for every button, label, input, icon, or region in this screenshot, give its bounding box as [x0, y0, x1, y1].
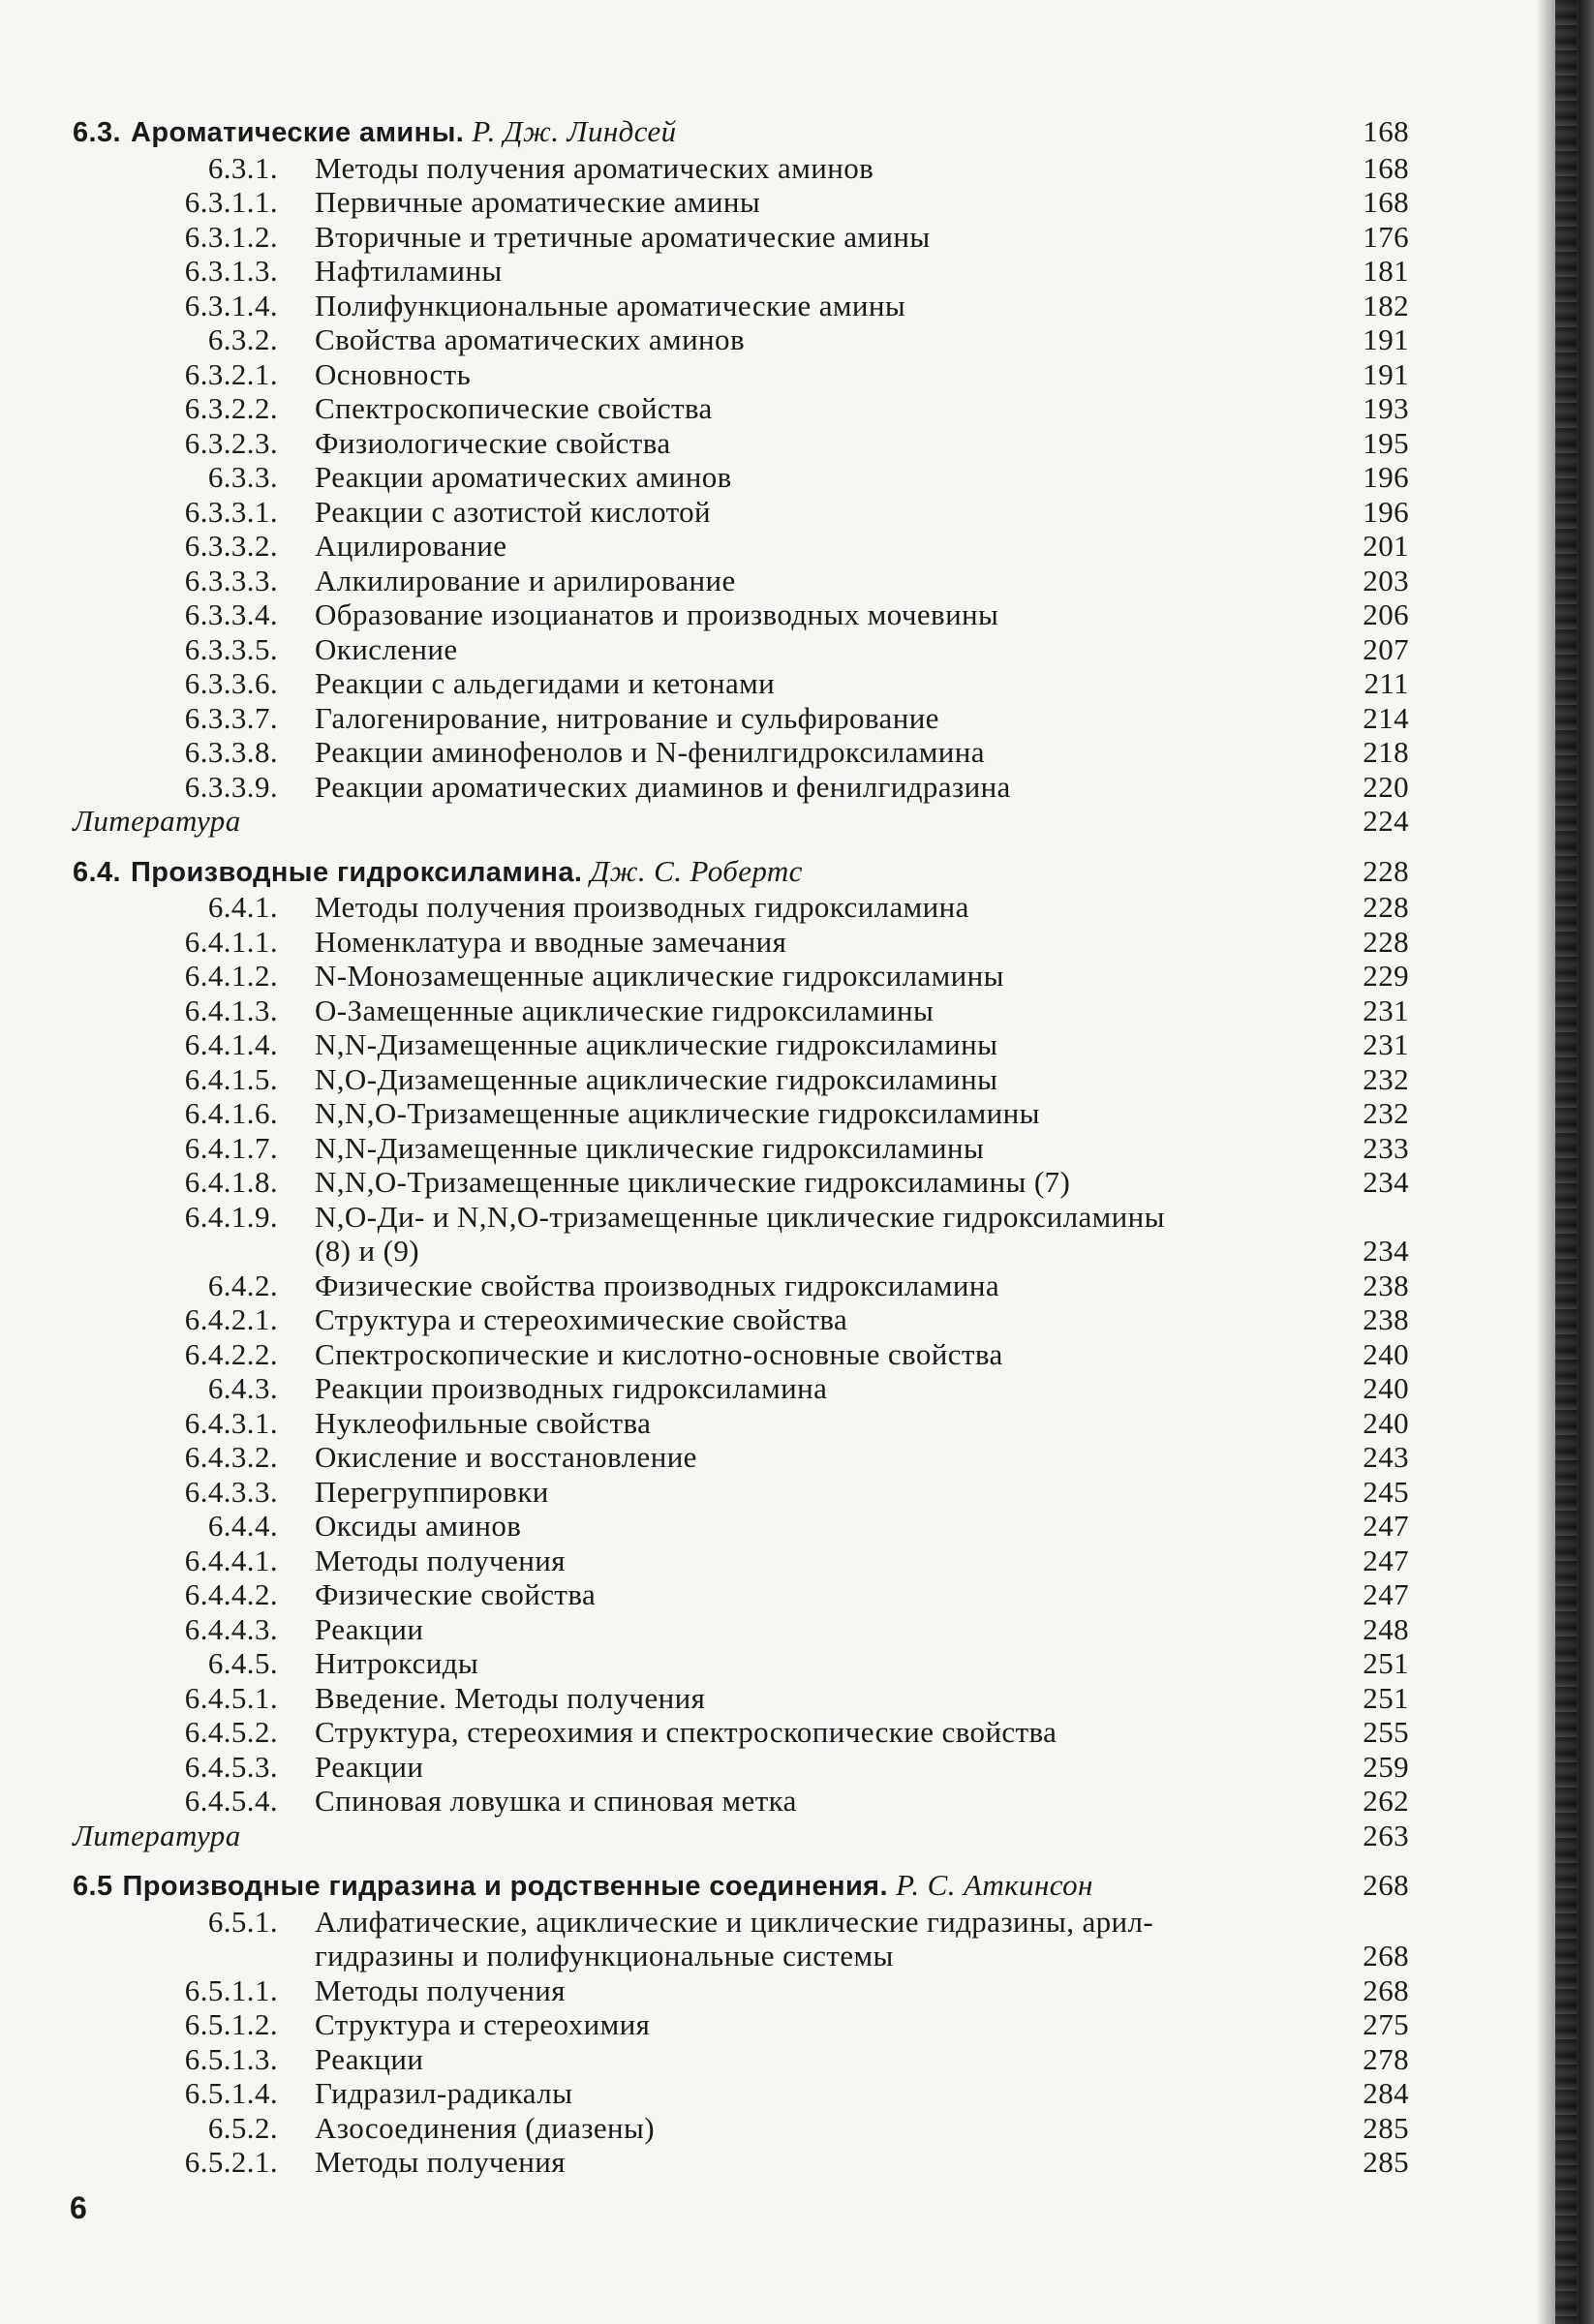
entry-number: 6.5.2.1. — [184, 2145, 278, 2179]
entry-number: 6.4.2. — [207, 1268, 278, 1302]
page-ref: 233 — [1363, 1130, 1409, 1165]
section-title — [113, 1868, 1317, 1905]
page-ref: 228 — [1363, 853, 1409, 888]
page-ref: 232 — [1363, 1061, 1409, 1096]
entry-number: 6.4.2.2. — [184, 1336, 278, 1371]
toc-entry — [73, 1269, 1409, 1303]
entry-title: Реакции — [315, 1749, 424, 1784]
entry-number: 6.4.2.1. — [184, 1302, 278, 1336]
page-ref: 234 — [1363, 1165, 1409, 1199]
entry-number: 6.4.1.9. — [184, 1199, 278, 1234]
entry-number: 6.3.3.8. — [184, 735, 278, 769]
entry-title: Ацилирование — [315, 529, 507, 563]
toc-entry — [73, 2145, 1409, 2180]
page-ref: 247 — [1363, 1543, 1409, 1577]
page-ref: 263 — [1363, 1818, 1409, 1852]
page-ref: 231 — [1363, 993, 1409, 1027]
entry-title: Перегруппировки — [315, 1474, 549, 1509]
entry-title: (8) и (9) — [315, 1234, 419, 1268]
toc-entry — [73, 1337, 1409, 1372]
section-number: 6.4. — [73, 856, 121, 888]
entry-title: О-Замещенные ациклические гидроксиламины — [315, 993, 935, 1027]
entry-title: Реакции с альдегидами и кетонами — [315, 666, 776, 700]
toc-entry — [73, 890, 1409, 925]
entry-title: N,O-Дизамещенные ациклические гидроксиламины — [315, 1061, 998, 1096]
section-title — [121, 854, 1317, 891]
entry-title: Свойства ароматических аминов — [315, 322, 745, 356]
page-ref: 245 — [1363, 1474, 1409, 1509]
entry-number: 6.5.1.4. — [184, 2076, 278, 2110]
entry-number: 6.4.3.3. — [184, 1474, 278, 1509]
page-ref: 182 — [1363, 288, 1409, 322]
toc-entry — [73, 1165, 1409, 1200]
page-ref: 259 — [1363, 1749, 1409, 1784]
page-ref: 224 — [1363, 804, 1409, 838]
entry-title: Алифатические, ациклические и циклические гидразины, арил- — [315, 1904, 1154, 1939]
page-ref: 201 — [1363, 529, 1409, 563]
page-ref: 262 — [1363, 1784, 1409, 1818]
entry-title: Структура и стереохимия — [315, 2007, 651, 2041]
entry-number: 6.4.4.2. — [184, 1577, 278, 1611]
page-ref: 240 — [1363, 1405, 1409, 1440]
literature-entry — [73, 804, 1409, 839]
entry-title: Реакции ароматических диаминов и фенилгидразина — [315, 769, 1011, 804]
toc-entry — [73, 1371, 1409, 1406]
entry-number: 6.4.1.3. — [184, 993, 278, 1027]
page-ref: 268 — [1363, 1972, 1409, 2007]
toc-entry — [73, 2076, 1409, 2111]
toc-entry — [73, 994, 1409, 1028]
toc-entry — [73, 925, 1409, 960]
scan-edge-strip — [1555, 0, 1577, 2324]
section-name: Производные гидроксиламина. — [130, 856, 583, 888]
toc-entry — [73, 254, 1409, 289]
toc-entry — [73, 959, 1409, 994]
page-ref: 278 — [1363, 2041, 1409, 2076]
entry-number: 6.3.3.4. — [184, 597, 278, 631]
entry-number: 6.5.1.3. — [184, 2041, 278, 2076]
page-ref: 251 — [1363, 1646, 1409, 1680]
entry-number: 6.3.2. — [207, 322, 278, 356]
page-ref: 255 — [1363, 1715, 1409, 1749]
entry-number: 6.3.1. — [207, 150, 278, 185]
toc-entry — [73, 289, 1409, 323]
entry-title: Структура и стереохимические свойства — [315, 1302, 848, 1336]
entry-title: Азосоединения (диазены) — [315, 2110, 656, 2145]
entry-number: 6.4.4.1. — [184, 1543, 278, 1577]
entry-title: Основность — [315, 356, 472, 391]
entry-title: Реакции аминофенолов и N-фенилгидроксиламина — [315, 735, 985, 769]
entry-number: 6.4.3.1. — [184, 1405, 278, 1440]
page-ref: 251 — [1363, 1680, 1409, 1715]
section-heading — [73, 114, 1409, 151]
section-heading — [73, 854, 1409, 891]
entry-number: 6.4.5. — [207, 1646, 278, 1680]
toc-entry — [73, 1715, 1409, 1750]
page-ref: 191 — [1363, 322, 1409, 356]
entry-title: Полифункциональные ароматические амины — [315, 288, 906, 322]
page-ref: 240 — [1363, 1336, 1409, 1371]
section-title — [121, 114, 1317, 151]
toc-entry — [73, 1577, 1409, 1612]
toc-entry — [73, 1973, 1409, 2008]
section-author: Р. С. Аткинсон — [896, 1868, 1093, 1902]
entry-title: N,O-Ди- и N,N,O-тризамещенные циклические гидроксиламины — [315, 1199, 1165, 1234]
entry-number: 6.4.1.1. — [184, 924, 278, 959]
toc-entry — [73, 666, 1409, 701]
entry-title: Спектроскопические и кислотно-основные свойства — [315, 1336, 1003, 1371]
page-ref: 248 — [1363, 1611, 1409, 1646]
entry-title: Спектроскопические свойства — [315, 391, 713, 425]
entry-title: Номенклатура и вводные замечания — [315, 924, 787, 959]
entry-number: 6.3.3.6. — [184, 666, 278, 700]
entry-title: Физические свойства производных гидроксиламина — [315, 1268, 1000, 1302]
toc-entry — [73, 1646, 1409, 1681]
entry-number: 6.3.1.2. — [184, 219, 278, 254]
entry-title: Реакции ароматических аминов — [315, 460, 732, 494]
page-ref: 218 — [1363, 735, 1409, 769]
page-ref: 234 — [1363, 1234, 1409, 1268]
entry-title: Вторичные и третичные ароматические амины — [315, 219, 931, 254]
toc-entry — [73, 701, 1409, 736]
entry-title: Нитроксиды — [315, 1646, 479, 1680]
toc-entry — [73, 220, 1409, 255]
entry-title: Реакции с азотистой кислотой — [315, 494, 712, 529]
toc-entry-continuation — [73, 1234, 1409, 1269]
page-ref: 238 — [1363, 1302, 1409, 1336]
section-author: Р. Дж. Линдсей — [472, 114, 677, 148]
toc-entry — [73, 529, 1409, 564]
toc-entry — [73, 1440, 1409, 1475]
entry-title: Физиологические свойства — [315, 425, 671, 460]
page-ref: 247 — [1363, 1509, 1409, 1543]
toc-entry — [73, 391, 1409, 426]
entry-title: Спиновая ловушка и спиновая метка — [315, 1784, 797, 1818]
entry-title: Методы получения ароматических аминов — [315, 150, 874, 185]
page-ref: 181 — [1363, 254, 1409, 288]
page-ref: 193 — [1363, 391, 1409, 425]
page-ref: 285 — [1363, 2110, 1409, 2145]
page-ref: 240 — [1363, 1371, 1409, 1405]
entry-number: 6.4.3. — [207, 1371, 278, 1405]
entry-number: 6.4.1.6. — [184, 1096, 278, 1130]
entry-title: Галогенирование, нитрование и сульфирование — [315, 700, 939, 735]
toc-entry — [73, 1096, 1409, 1131]
toc-entry — [73, 1612, 1409, 1647]
toc-entry — [73, 770, 1409, 805]
toc-entry — [73, 185, 1409, 220]
page-ref: 168 — [1363, 185, 1409, 219]
page-ref: 232 — [1363, 1096, 1409, 1130]
page-ref: 168 — [1363, 114, 1409, 148]
entry-number: 6.3.1.4. — [184, 288, 278, 322]
entry-number: 6.3.2.2. — [184, 391, 278, 425]
page-ref: 196 — [1363, 494, 1409, 529]
entry-number: 6.4.1. — [207, 890, 278, 924]
entry-number: 6.3.2.1. — [184, 356, 278, 391]
page-ref: 195 — [1363, 425, 1409, 460]
page-ref: 203 — [1363, 563, 1409, 597]
literature-label: Литература — [73, 804, 241, 838]
entry-title: Физические свойства — [315, 1577, 597, 1611]
page-ref: 214 — [1363, 700, 1409, 735]
section-name: Ароматические амины. — [130, 117, 465, 148]
page-ref: 285 — [1363, 2145, 1409, 2179]
entry-number: 6.3.2.3. — [184, 425, 278, 460]
entry-title: N,N-Дизамещенные циклические гидроксиламины — [315, 1130, 985, 1165]
literature-entry — [73, 1819, 1409, 1853]
entry-title: Реакции — [315, 2041, 424, 2076]
page-ref: 268 — [1363, 1868, 1409, 1902]
page-ref: 268 — [1363, 1939, 1409, 1972]
entry-title: Реакции производных гидроксиламина — [315, 1371, 828, 1405]
entry-title: гидразины и полифункциональные системы — [315, 1939, 894, 1972]
entry-title: Структура, стереохимия и спектроскопические свойства — [315, 1715, 1058, 1749]
page-ref: 196 — [1363, 460, 1409, 494]
entry-title: Методы получения — [315, 1543, 566, 1577]
toc-entry — [73, 1131, 1409, 1166]
entry-title: Нафтиламины — [315, 254, 503, 288]
toc-entry — [73, 322, 1409, 357]
page-ref: 231 — [1363, 1027, 1409, 1061]
entry-number: 6.4.4.3. — [184, 1611, 278, 1646]
entry-number: 6.4.1.4. — [184, 1027, 278, 1061]
entry-number: 6.4.5.4. — [184, 1784, 278, 1818]
entry-title: N,N,O-Тризамещенные циклические гидроксиламины (7) — [315, 1165, 1071, 1199]
entry-title: Гидразил-радикалы — [315, 2076, 573, 2110]
toc-entry — [73, 1544, 1409, 1578]
toc-entry — [73, 460, 1409, 495]
table-of-contents — [73, 114, 1409, 2180]
toc-entry — [73, 495, 1409, 530]
toc-entry — [73, 1475, 1409, 1510]
toc-entry — [73, 1200, 1409, 1235]
toc-entry — [73, 2111, 1409, 2146]
entry-title: Оксиды аминов — [315, 1509, 522, 1543]
toc-entry — [73, 1406, 1409, 1441]
entry-number: 6.3.3.5. — [184, 631, 278, 666]
toc-entry — [73, 1027, 1409, 1062]
toc-entry — [73, 2042, 1409, 2077]
toc-entry — [73, 735, 1409, 770]
section-number: 6.3. — [73, 117, 121, 148]
page-ref: 228 — [1363, 924, 1409, 959]
page-ref: 206 — [1363, 597, 1409, 631]
entry-number: 6.4.1.5. — [184, 1061, 278, 1096]
page-ref: 229 — [1363, 959, 1409, 993]
toc-entry — [73, 632, 1409, 667]
entry-number: 6.3.3.3. — [184, 563, 278, 597]
entry-title: Алкилирование и арилирование — [315, 563, 736, 597]
entry-title: Методы получения — [315, 2145, 566, 2179]
entry-title: Окисление — [315, 631, 458, 666]
page-ref: 168 — [1363, 150, 1409, 185]
page-ref: 284 — [1363, 2076, 1409, 2110]
page-ref: 275 — [1363, 2007, 1409, 2041]
page-ref: 243 — [1363, 1440, 1409, 1474]
entry-number: 6.4.1.7. — [184, 1130, 278, 1165]
page-ref: 228 — [1363, 890, 1409, 924]
entry-number: 6.4.1.8. — [184, 1165, 278, 1199]
entry-title: N,N-Дизамещенные ациклические гидроксиламины — [315, 1027, 998, 1061]
page-ref: 220 — [1363, 769, 1409, 804]
page-ref: 207 — [1363, 631, 1409, 666]
entry-title: N-Монозамещенные ациклические гидроксиламины — [315, 959, 1004, 993]
entry-number: 6.3.1.1. — [184, 185, 278, 219]
entry-title: Окисление и восстановление — [315, 1440, 697, 1474]
entry-number: 6.4.5.3. — [184, 1749, 278, 1784]
entry-title: Образование изоцианатов и производных мочевины — [315, 597, 999, 631]
entry-title: N,N,O-Тризамещенные ациклические гидроксиламины — [315, 1096, 1040, 1130]
entry-number: 6.3.3. — [207, 460, 278, 494]
entry-number: 6.3.3.2. — [184, 529, 278, 563]
toc-entry — [73, 597, 1409, 632]
toc-entry — [73, 1509, 1409, 1544]
toc-entry — [73, 151, 1409, 186]
toc-entry — [73, 1905, 1409, 1940]
entry-number: 6.5.1.2. — [184, 2007, 278, 2041]
entry-number: 6.3.3.9. — [184, 769, 278, 804]
toc-entry — [73, 1681, 1409, 1716]
toc-entry-continuation — [73, 1939, 1409, 1973]
toc-entry — [73, 564, 1409, 598]
page-ref: 211 — [1364, 666, 1409, 700]
entry-title: Первичные ароматические амины — [315, 185, 761, 219]
entry-number: 6.4.1.2. — [184, 959, 278, 993]
literature-label: Литература — [73, 1818, 241, 1852]
entry-number: 6.5.2. — [207, 2110, 278, 2145]
page-number: 6 — [70, 2190, 87, 2225]
entry-number: 6.4.5.1. — [184, 1680, 278, 1715]
page-ref: 176 — [1363, 219, 1409, 254]
entry-title: Реакции — [315, 1611, 424, 1646]
toc-entry — [73, 357, 1409, 392]
entry-number: 6.4.4. — [207, 1509, 278, 1543]
toc-entry — [73, 1784, 1409, 1819]
entry-number: 6.4.3.2. — [184, 1440, 278, 1474]
entry-number: 6.5.1.1. — [184, 1972, 278, 2007]
toc-entry — [73, 426, 1409, 461]
section-number: 6.5 — [73, 1871, 113, 1902]
entry-number: 6.3.3.1. — [184, 494, 278, 529]
page-ref: 191 — [1363, 356, 1409, 391]
entry-number: 6.4.5.2. — [184, 1715, 278, 1749]
entry-title: Нуклеофильные свойства — [315, 1405, 652, 1440]
entry-number: 6.3.1.3. — [184, 254, 278, 288]
toc-entry — [73, 1062, 1409, 1097]
section-author: Дж. С. Робертс — [590, 853, 803, 888]
toc-entry — [73, 1750, 1409, 1785]
section-heading — [73, 1868, 1409, 1905]
entry-number: 6.3.3.7. — [184, 700, 278, 735]
toc-entry — [73, 1302, 1409, 1337]
entry-title: Методы получения производных гидроксиламина — [315, 890, 969, 924]
toc-entry — [73, 2007, 1409, 2042]
page-ref: 247 — [1363, 1577, 1409, 1611]
entry-title: Введение. Методы получения — [315, 1680, 706, 1715]
entry-number: 6.5.1. — [207, 1904, 278, 1939]
section-name: Производные гидразина и родственные соединения. — [122, 1871, 888, 1902]
entry-title: Методы получения — [315, 1972, 566, 2007]
page-ref: 238 — [1363, 1268, 1409, 1302]
